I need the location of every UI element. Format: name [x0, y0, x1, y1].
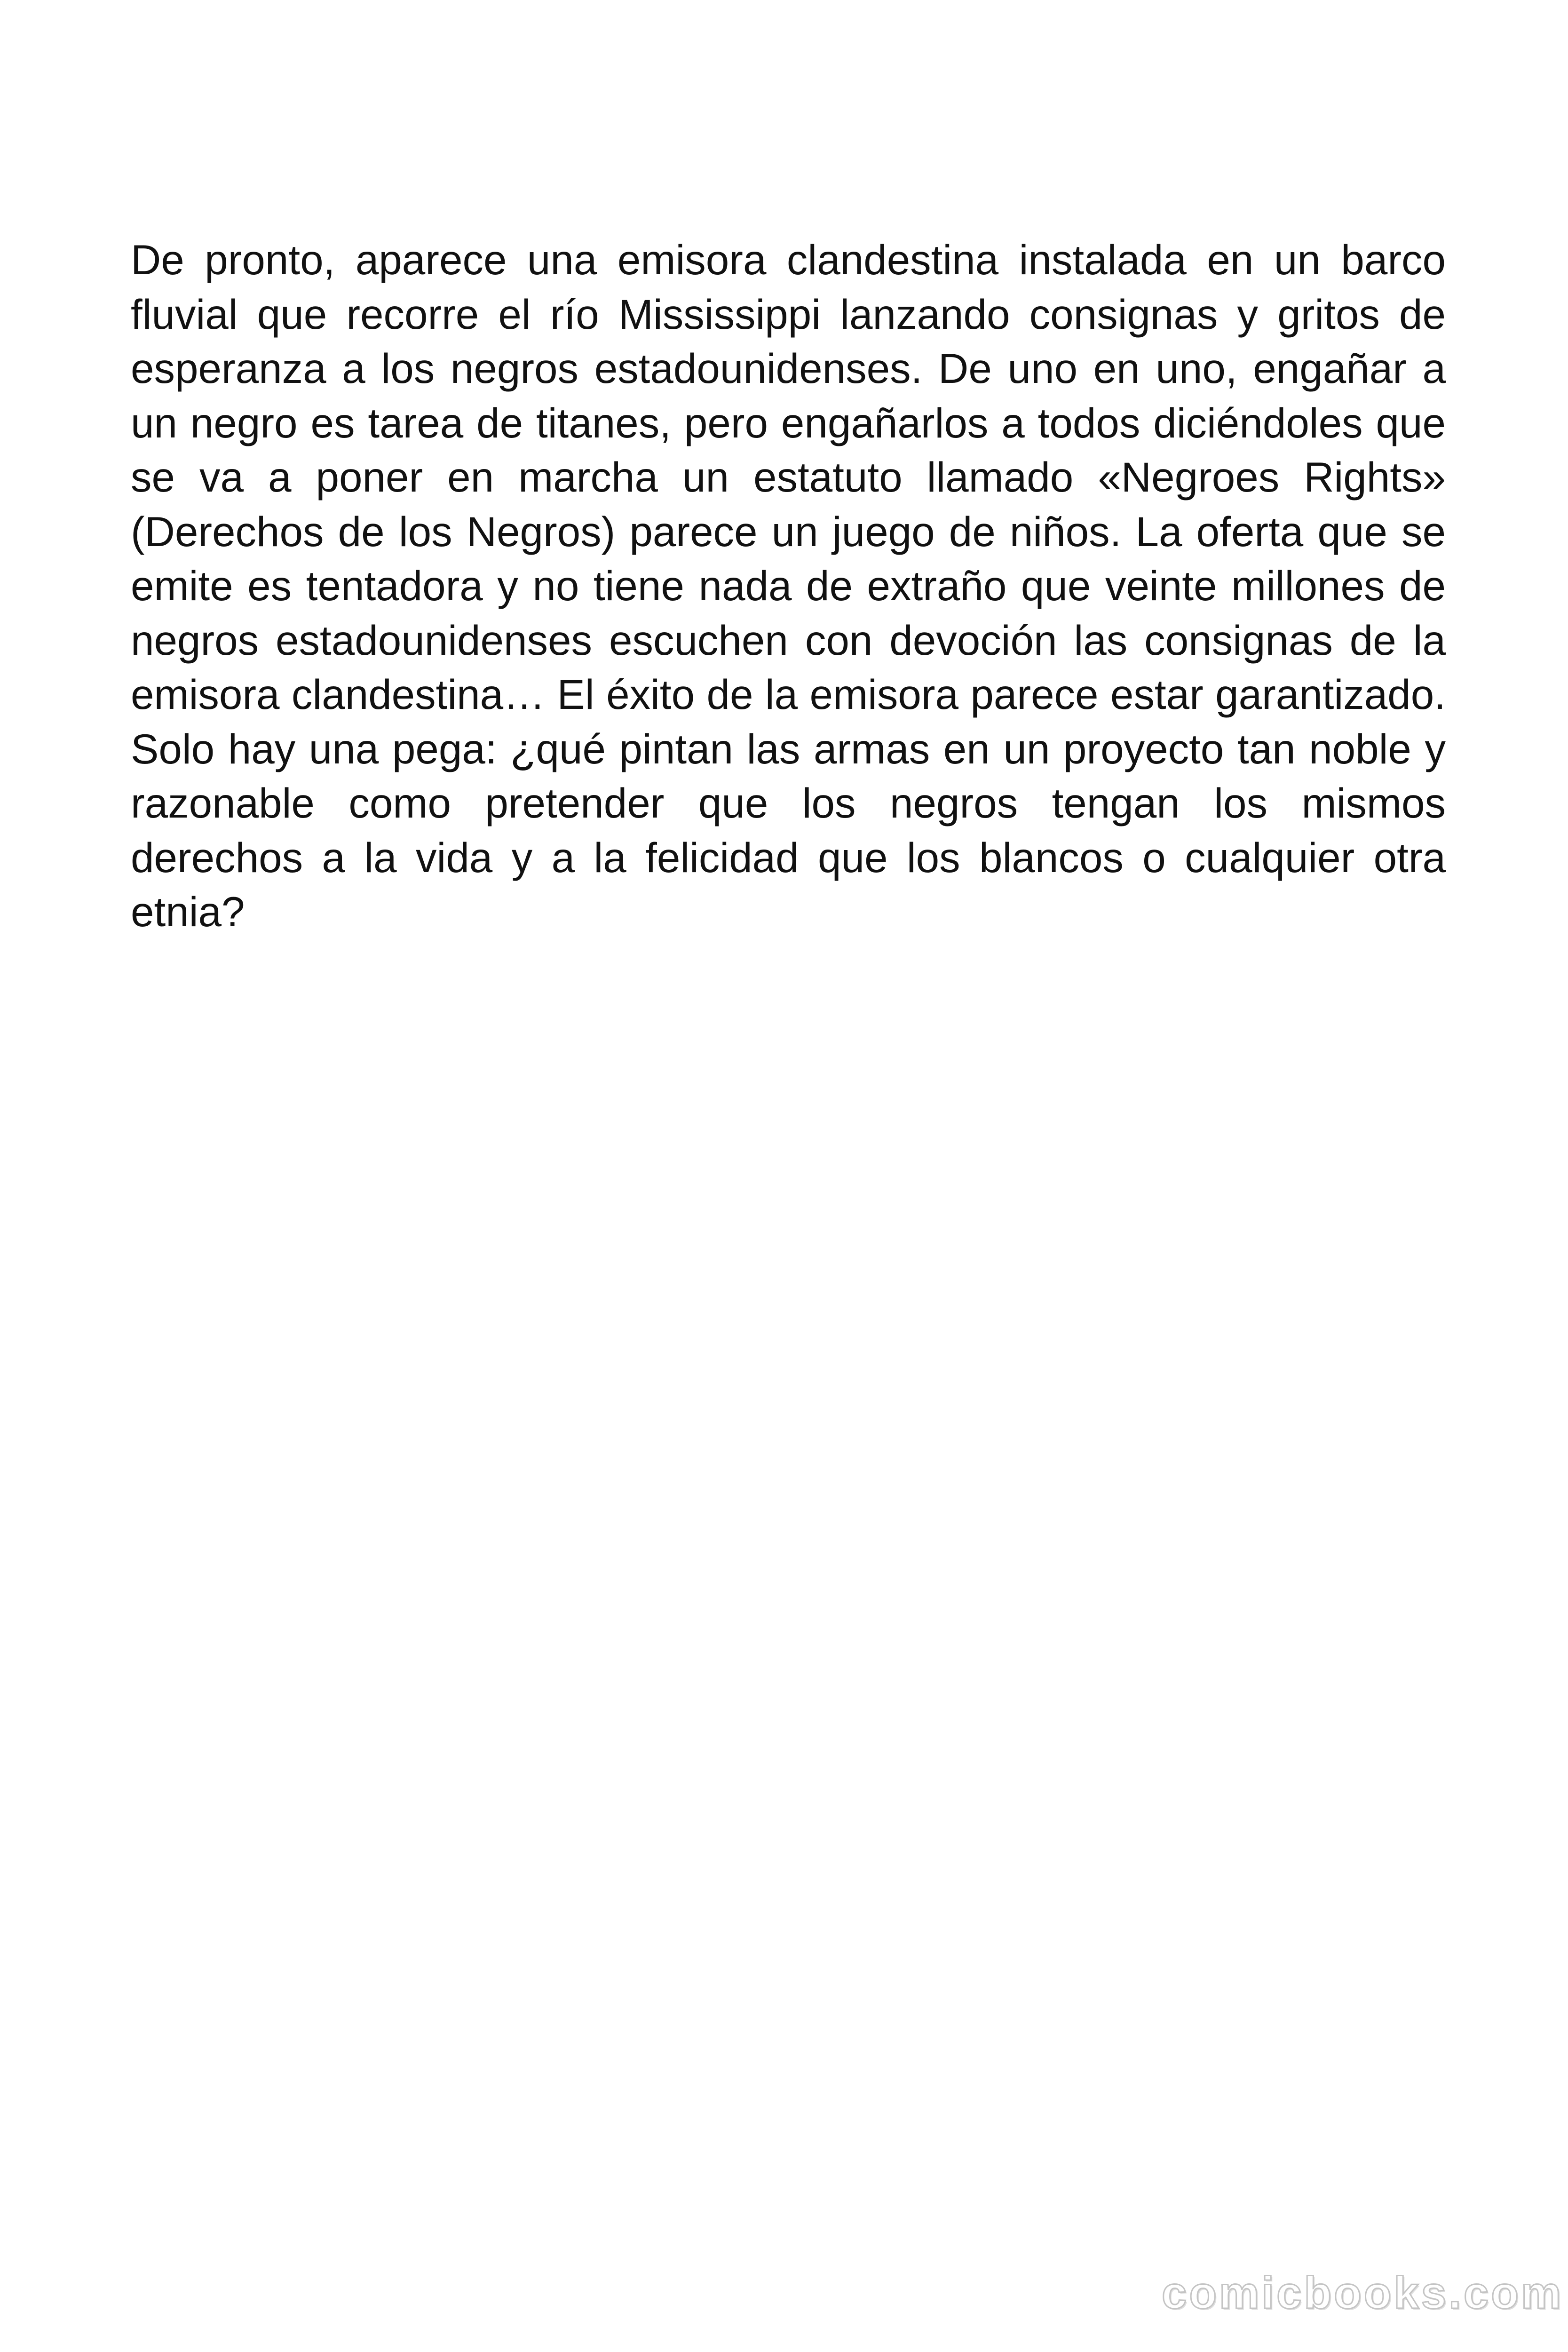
body-paragraph: De pronto, aparece una emisora clandestina instalada en un barco fluvial que recorre el río Mississippi lanzando consignas y gritos de esperanza a los negros estadounidenses. De uno en uno, engañar a un negro es tarea de titanes, pero engañarlos a todos diciéndoles que se va a poner en marcha un estatuto llamado «Negroes Rights» (Derechos de los Negros) parece un juego de niños. La oferta que se emite es tentadora y no tiene nada de extraño que veinte millones de negros estadounidenses escuchen con devoción las consignas de la emisora clandestina… El éxito de la emisora parece estar garantizado. Solo hay una pega: ¿qué pintan las armas en un proyecto tan noble y razonable como pretender que los negros tengan los mismos derechos a la vida y a la felicidad que los blancos o cualquier otra etnia? — [131, 236, 1446, 935]
watermark-logo: comicbooks.com — [1162, 2268, 1564, 2318]
